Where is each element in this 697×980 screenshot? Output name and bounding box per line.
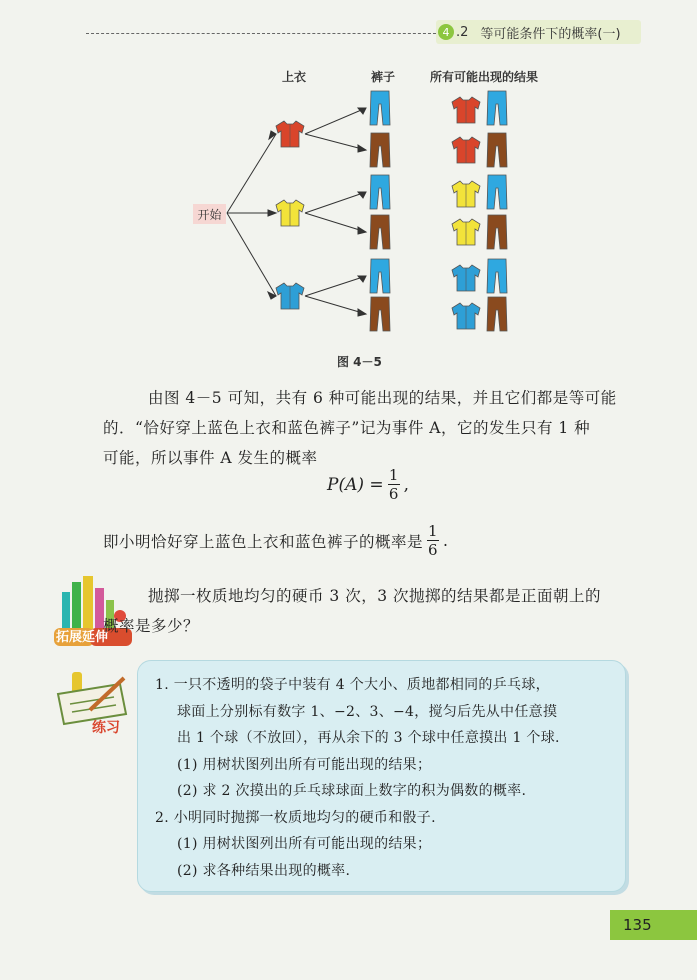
result-yellow-blue bbox=[452, 175, 507, 209]
blue-pants-icon bbox=[370, 175, 390, 209]
exercise-line: (1) 用树状图列出所有可能出现的结果； bbox=[177, 836, 432, 852]
numerator: 1 bbox=[427, 522, 439, 540]
exercise-line: (2) 求 2 次摸出的乒乓球球面上数字的积为偶数的概率. bbox=[177, 783, 527, 799]
result-blue-blue bbox=[452, 259, 507, 293]
brown-pants-icon bbox=[370, 215, 390, 249]
conclusion-tail: . bbox=[443, 531, 449, 550]
red-top-icon bbox=[452, 137, 480, 163]
blue-pants-icon bbox=[487, 175, 507, 209]
brown-pants-icon bbox=[370, 297, 390, 331]
formula-lhs: P(A) = bbox=[327, 474, 384, 495]
exercise-line: (2) 求各种结果出现的概率. bbox=[177, 862, 351, 879]
extend-line: 概率是多少？ bbox=[103, 617, 200, 635]
fraction bbox=[388, 466, 400, 503]
yellow-top-icon bbox=[276, 200, 304, 226]
extend-line: 抛掷一枚质地均匀的硬币 3 次，3 次抛掷的结果都是正面朝上的 bbox=[148, 587, 602, 605]
exercise-line: 出 1 个球（不放回），再从余下的 3 个球中任意摸出 1 个球. bbox=[177, 730, 560, 746]
exercise-line: 1. 一只不透明的袋子中装有 4 个大小、质地都相同的乒乓球， bbox=[155, 677, 550, 693]
result-yellow-brown bbox=[452, 215, 507, 249]
brown-pants-icon bbox=[487, 215, 507, 249]
column-label-tops: 上衣 bbox=[282, 70, 307, 84]
blue-pants-icon bbox=[487, 259, 507, 293]
blue-pants-icon bbox=[370, 259, 390, 293]
exercise-badge-label: 练习 bbox=[92, 720, 120, 736]
blue-pants-icon bbox=[370, 91, 390, 125]
brown-pants-icon bbox=[487, 297, 507, 331]
result-blue-brown bbox=[452, 297, 507, 331]
denominator: 6 bbox=[388, 485, 399, 503]
result-red-brown bbox=[452, 133, 507, 167]
tree-diagram bbox=[0, 0, 697, 360]
column-label-results: 所有可能出现的结果 bbox=[430, 70, 539, 84]
blue-top-icon bbox=[452, 265, 480, 291]
page-number: 135 bbox=[610, 910, 697, 940]
extend-badge-label: 拓展延伸 bbox=[56, 630, 109, 645]
yellow-top-icon bbox=[452, 219, 480, 245]
blue-top-icon bbox=[276, 283, 304, 309]
denominator: 6 bbox=[427, 541, 439, 559]
probability-formula bbox=[327, 466, 409, 503]
brown-pants-icon bbox=[370, 133, 390, 167]
conclusion-text: 即小明恰好穿上蓝色上衣和蓝色裤子的概率是 bbox=[103, 532, 424, 551]
numerator: 1 bbox=[388, 466, 399, 484]
fraction bbox=[427, 522, 439, 559]
red-top-icon bbox=[452, 97, 480, 123]
paragraph-line: 可能，所以事件 A 发生的概率 bbox=[103, 449, 318, 467]
figure-caption: 图 4－5 bbox=[337, 355, 382, 369]
result-red-blue bbox=[452, 91, 507, 125]
paragraph-line: 由图 4－5 可知，共有 6 种可能出现的结果，并且它们都是等可能 bbox=[148, 389, 617, 407]
exercise-line: 2. 小明同时抛掷一枚质地均匀的硬币和骰子. bbox=[155, 809, 436, 826]
conclusion bbox=[103, 522, 448, 559]
section-number: .2 bbox=[456, 24, 469, 40]
explanation-paragraph bbox=[103, 383, 633, 473]
red-top-icon bbox=[276, 121, 304, 147]
chapter-number: 4 bbox=[438, 24, 454, 40]
column-label-pants: 裤子 bbox=[371, 70, 396, 84]
yellow-top-icon bbox=[452, 181, 480, 207]
formula-tail: , bbox=[403, 474, 410, 495]
blue-pants-icon bbox=[487, 91, 507, 125]
section-title: 等可能条件下的概率(一) bbox=[480, 26, 621, 42]
blue-top-icon bbox=[452, 303, 480, 329]
brown-pants-icon bbox=[487, 133, 507, 167]
extend-question bbox=[103, 581, 633, 641]
exercise-line: (1) 用树状图列出所有可能出现的结果； bbox=[177, 756, 432, 773]
exercise-list bbox=[155, 672, 615, 884]
start-node: 开始 bbox=[193, 204, 226, 224]
exercise-line: 球面上分别标有数字 1、−2、3、−4，搅匀后先从中任意摸 bbox=[177, 703, 558, 720]
paragraph-line: 的．“恰好穿上蓝色上衣和蓝色裤子”记为事件 A，它的发生只有 1 种 bbox=[103, 419, 591, 437]
